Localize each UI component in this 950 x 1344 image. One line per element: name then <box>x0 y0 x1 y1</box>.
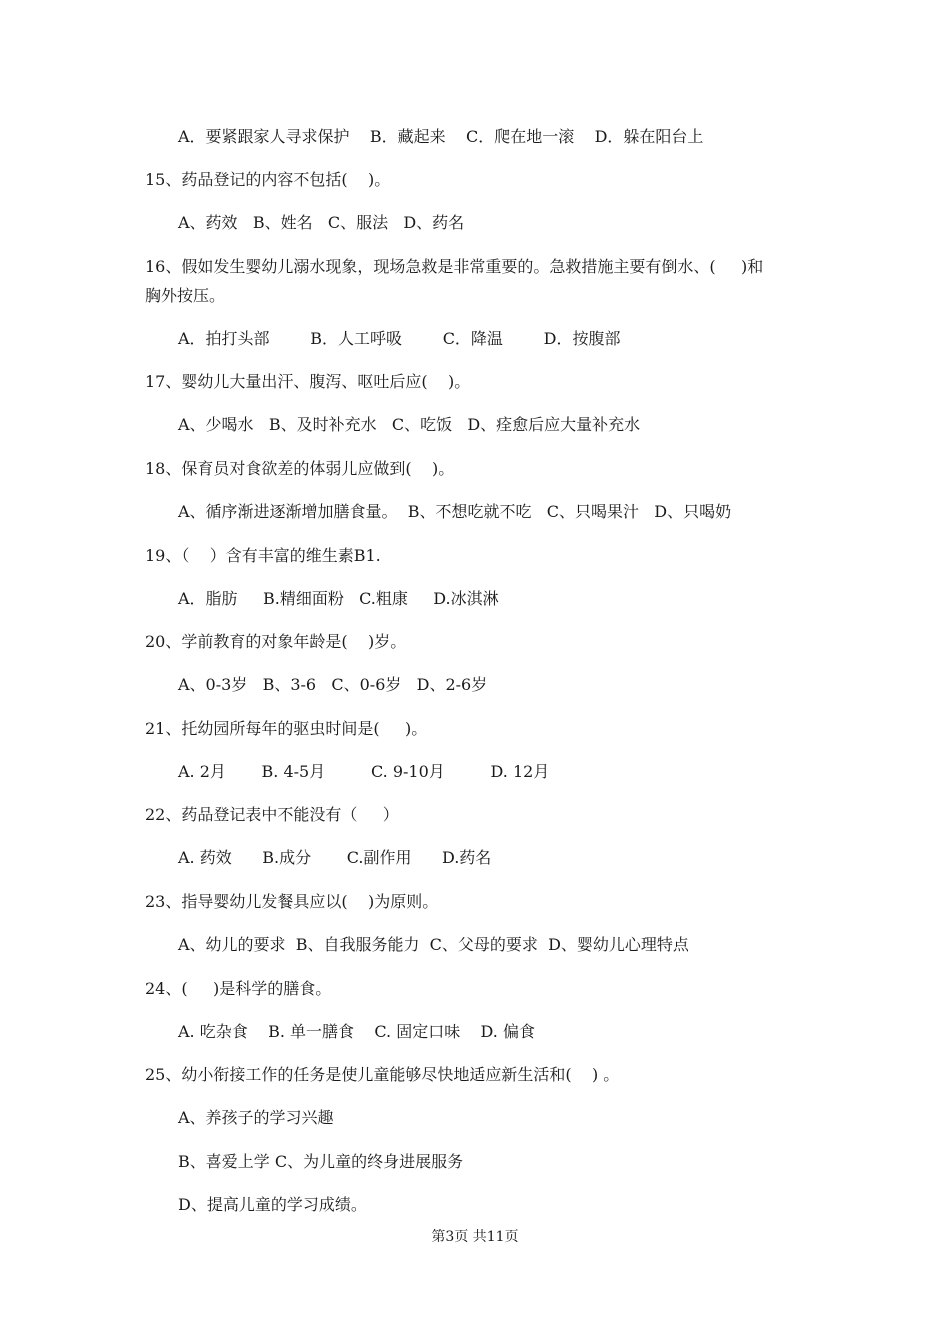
option-text: A、少喝水 B、及时补充水 C、吃饭 D、痊愈后应大量补充水 <box>178 415 641 434</box>
question-text: 22、药品登记表中不能没有（ ） <box>145 805 399 824</box>
question-text: 24、( )是科学的膳食。 <box>145 979 332 998</box>
option-text: A、药效 B、姓名 C、服法 D、药名 <box>178 213 465 232</box>
question-text: 20、学前教育的对象年龄是( )岁。 <box>145 632 407 651</box>
option-text: A、幼儿的要求 B、自我服务能力 C、父母的要求 D、婴幼儿心理特点 <box>178 935 689 954</box>
option-text: B、喜爱上学 C、为儿童的终身进展服务 <box>178 1152 464 1171</box>
option-text: A. 药效 B.成分 C.副作用 D.药名 <box>178 848 492 867</box>
question-text: 23、指导婴幼儿发餐具应以( )为原则。 <box>145 892 439 911</box>
question-text: 21、托幼园所每年的驱虫时间是( )。 <box>145 719 428 738</box>
question-text: 胸外按压。 <box>145 286 226 305</box>
question-text: 19、（ ）含有丰富的维生素B1. <box>145 546 381 565</box>
option-text: A．脂肪 B.精细面粉 C.粗康 D.冰淇淋 <box>178 589 499 608</box>
option-text: A. 2月 B. 4-5月 C. 9-10月 D. 12月 <box>178 762 550 781</box>
option-text: A．拍打头部 B．人工呼吸 C．降温 D．按腹部 <box>178 329 621 348</box>
question-text: 17、婴幼儿大量出汗、腹泻、呕吐后应( )。 <box>145 372 471 391</box>
option-text: A、养孩子的学习兴趣 <box>178 1108 334 1127</box>
page-footer: 第3页 共11页 <box>431 1229 519 1245</box>
option-text: A. 吃杂食 B. 单一膳食 C. 固定口味 D. 偏食 <box>178 1022 535 1041</box>
question-text: 18、保育员对食欲差的体弱儿应做到( )。 <box>145 459 455 478</box>
option-text: A．要紧跟家人寻求保护 B．藏起来 C．爬在地一滚 D．躲在阳台上 <box>178 127 704 146</box>
question-text: 16、假如发生婴幼儿溺水现象，现场急救是非常重要的。急救措施主要有倒水、( )和 <box>145 257 764 276</box>
option-text: A、循序渐进逐渐增加膳食量。 B、不想吃就不吃 C、只喝果汁 D、只喝奶 <box>178 502 732 521</box>
option-text: D、提高儿童的学习成绩。 <box>178 1195 367 1214</box>
option-text: A、0-3岁 B、3-6 C、0-6岁 D、2-6岁 <box>178 675 488 694</box>
question-text: 15、药品登记的内容不包括( )。 <box>145 170 391 189</box>
question-text: 25、幼小衔接工作的任务是使儿童能够尽快地适应新生活和( ) 。 <box>145 1065 620 1084</box>
